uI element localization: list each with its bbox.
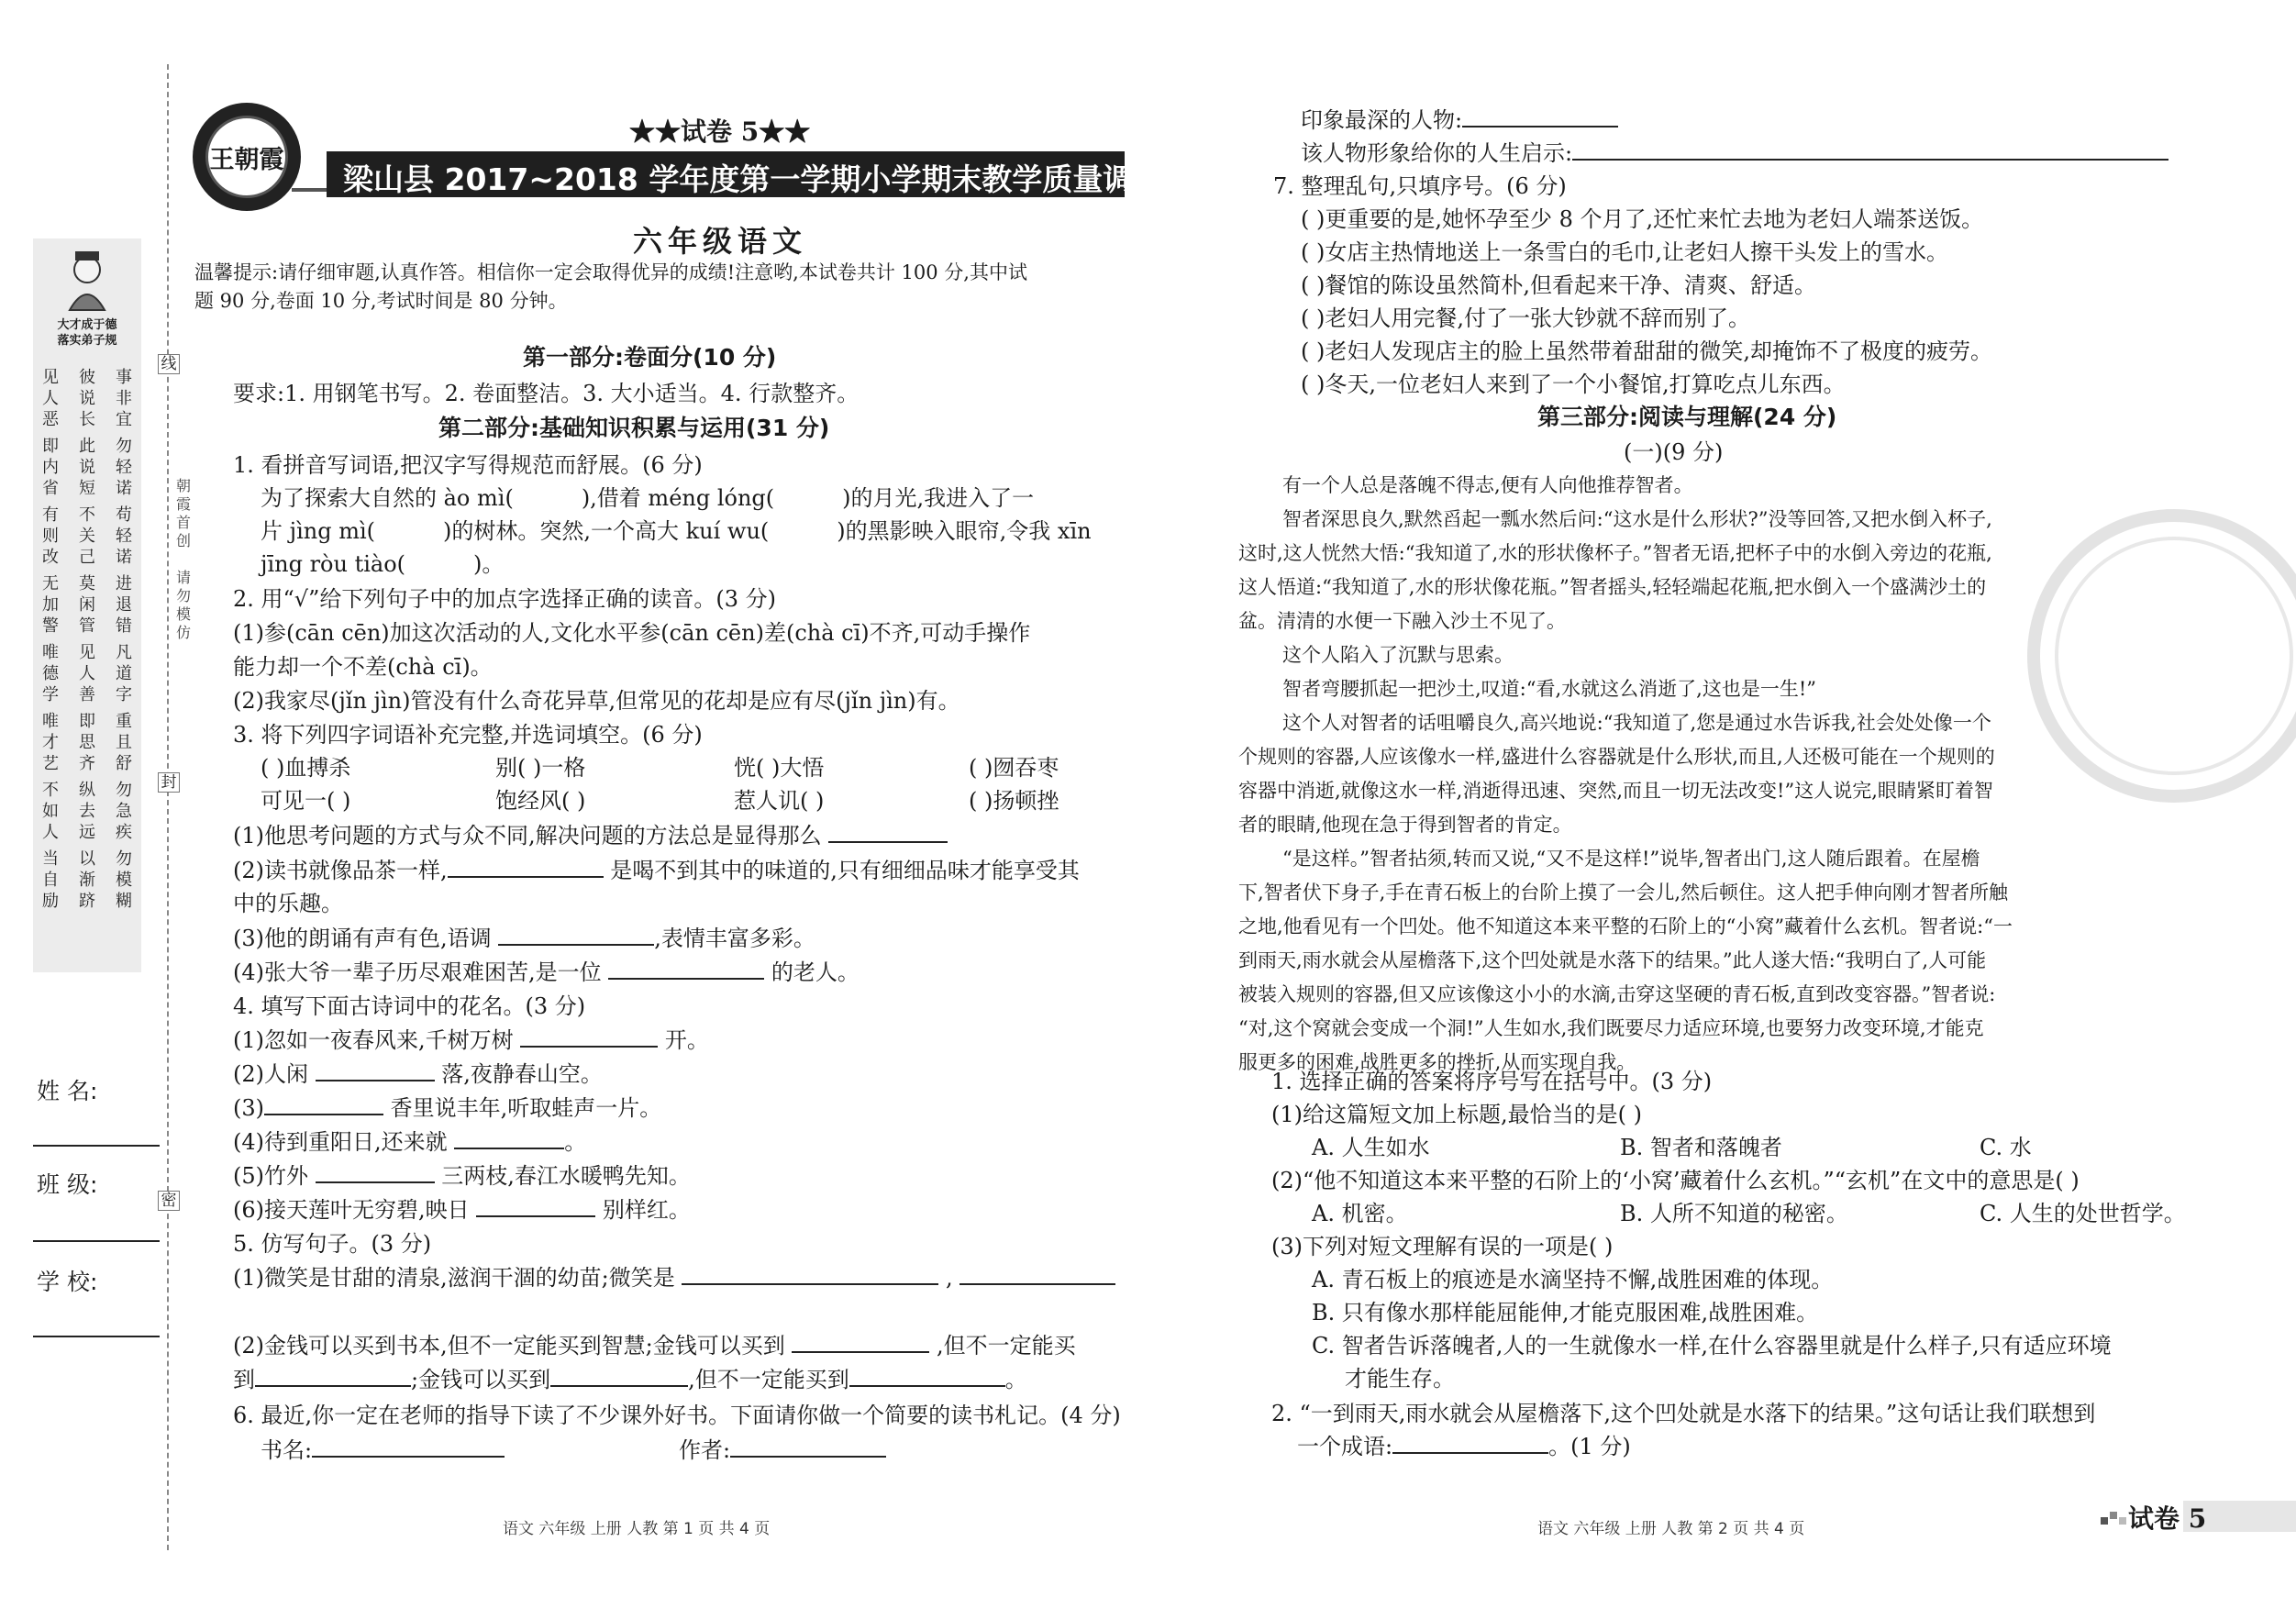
rq2-answer: 一个成语: 。(1 分) bbox=[1297, 1434, 1631, 1459]
rq1-option[interactable]: B. 人所不知道的秘密。 bbox=[1620, 1201, 1848, 1226]
rq1-stem: 1. 选择正确的答案将序号写在括号中。(3 分) bbox=[1271, 1069, 1713, 1094]
q2-item: (1)参(cān cēn)加这次活动的人,文化水平参(cān cēn)差(chà cī)不齐,可动手操作 bbox=[233, 620, 1031, 646]
q4-item: (6)接天莲叶无穷碧,映日 别样红。 bbox=[233, 1197, 691, 1223]
school-label: 学 校: bbox=[37, 1269, 98, 1295]
q7-item: ( )冬天,一位老妇人来到了一个小餐馆,打算吃点儿东西。 bbox=[1301, 372, 1846, 397]
motto-column: 重且舒 bbox=[116, 712, 132, 773]
passage-line: “是这样。”智者拈须,转而又说,“又不是这样!”说毕,智者出门,这人随后跟着。在屋檐 bbox=[1282, 848, 1980, 870]
answer-blank[interactable] bbox=[316, 1061, 435, 1081]
part2-heading: 第二部分:基础知识积累与运用(31 分) bbox=[438, 415, 830, 441]
motto-column: 不如人 bbox=[42, 781, 59, 842]
answer-blank[interactable] bbox=[454, 1129, 564, 1149]
class-label: 班 级: bbox=[37, 1171, 98, 1198]
q3-idiom: ( )血搏杀 bbox=[261, 755, 351, 781]
seal-mark: 封 bbox=[158, 772, 180, 793]
passage-line: “对,这个窝就会变成一个洞!”人生如水,我们既要尽力适应环境,也要努力改变环境,才能克 bbox=[1238, 1017, 1984, 1039]
page-footer-left: 语文 六年级 上册 人教 第 1 页 共 4 页 bbox=[503, 1520, 771, 1538]
q3-idiom: 可见一( ) bbox=[261, 788, 351, 814]
rq1-option[interactable]: C. 水 bbox=[1980, 1135, 2032, 1160]
passage-line: 这个人陷入了沉默与思索。 bbox=[1282, 644, 1514, 666]
q7-item: ( )老妇人发现店主的脸上虽然带着甜甜的微笑,却掩饰不了极度的疲劳。 bbox=[1301, 338, 1992, 364]
motto-column: 事非宜 bbox=[116, 368, 132, 429]
q4-item: (2)人闲 落,夜静春山空。 bbox=[233, 1061, 603, 1087]
rq1-option[interactable]: B. 智者和落魄者 bbox=[1620, 1135, 1782, 1160]
q4-item: (5)竹外 三两枝,春江水暖鸭先知。 bbox=[233, 1163, 691, 1189]
part1-requirement: 要求:1. 用钢笔书写。2. 卷面整洁。3. 大小适当。4. 行款整齐。 bbox=[233, 381, 860, 406]
motto-column: 以渐跻 bbox=[79, 849, 95, 911]
rq1-option[interactable]: C. 人生的处世哲学。 bbox=[1980, 1201, 2186, 1226]
q1-line: jīng ròu tiào( )。 bbox=[261, 551, 505, 577]
q7-item: ( )女店主热情地送上一条雪白的毛巾,让老妇人擦干头发上的雪水。 bbox=[1301, 239, 1948, 265]
motto-line-1: 大才成于德 bbox=[57, 318, 117, 332]
rq1-sub: (2)“他不知道这本来平整的石阶上的‘小窝’藏着什么玄机。”“玄机”在文中的意思是( ) bbox=[1271, 1168, 2080, 1193]
exam-title: 梁山县 2017~2018 学年度第一学期小学期末教学质量调研试题 bbox=[343, 161, 1225, 197]
r-insight: 该人物形象给你的人生启示: bbox=[1301, 139, 2168, 167]
q3-idiom: ( )囫吞枣 bbox=[969, 755, 1059, 781]
book-title-field[interactable] bbox=[312, 1437, 505, 1458]
answer-blank[interactable] bbox=[255, 1367, 411, 1387]
binding-line bbox=[167, 64, 169, 1550]
passage-line: 者的眼睛,他现在急于得到智者的肯定。 bbox=[1238, 814, 1572, 836]
q4-stem: 4. 填写下面古诗词中的花名。(3 分) bbox=[233, 993, 586, 1019]
answer-blank[interactable] bbox=[448, 858, 604, 878]
answer-blank[interactable] bbox=[316, 1163, 435, 1183]
q3-item: (4)张大爷一辈子历尽艰难困苦,是一位 的老人。 bbox=[233, 959, 860, 985]
q1-line: 为了探索大自然的 ào mì( ),借着 méng lóng( )的月光,我进入了一 bbox=[261, 485, 1035, 511]
q2-item: 能力却一个不差(chà cī)。 bbox=[233, 654, 493, 680]
motto-column: 苟轻诺 bbox=[116, 505, 132, 567]
q1-stem: 1. 看拼音写词语,把汉字写得规范而舒展。(6 分) bbox=[233, 452, 703, 478]
scholar-figure-icon bbox=[51, 246, 123, 312]
motto-column: 勿轻诺 bbox=[116, 437, 132, 498]
q5-item: 到 ;金钱可以买到 ,但不一定能买到 。 bbox=[233, 1367, 1027, 1392]
q7-item: ( )老妇人用完餐,付了一张大钞就不辞而别了。 bbox=[1301, 305, 1750, 331]
passage-line: 容器中消逝,就像这水一样,消逝得迅速、突然,而且一切无法改变!”这人说完,眼睛紧盯着智 bbox=[1238, 780, 1993, 802]
motto-column: 勿急疾 bbox=[116, 781, 132, 842]
motto-column: 唯德学 bbox=[42, 643, 59, 704]
passage-line: 个规则的容器,人应该像水一样,盛进什么容器就是什么形状,而且,人还极可能在一个规则的 bbox=[1238, 746, 1995, 768]
answer-blank[interactable] bbox=[498, 926, 654, 946]
name-field[interactable] bbox=[33, 1145, 160, 1147]
seal-line-mark: 线 bbox=[158, 354, 180, 374]
page-footer-right: 语文 六年级 上册 人教 第 2 页 共 4 页 bbox=[1537, 1520, 1805, 1538]
part3-heading: 第三部分:阅读与理解(24 分) bbox=[1537, 404, 1837, 430]
motto-column: 凡道字 bbox=[116, 643, 132, 704]
motto-column: 当自励 bbox=[42, 849, 59, 911]
q5-stem: 5. 仿写句子。(3 分) bbox=[233, 1231, 432, 1257]
answer-blank[interactable] bbox=[682, 1265, 938, 1285]
q3-idiom: 别( )一格 bbox=[495, 755, 586, 781]
q5-item: (1)微笑是甘甜的清泉,滋润干涸的幼苗;微笑是 , bbox=[233, 1264, 1115, 1292]
rq1-option[interactable]: B. 只有像水那样能屈能伸,才能克服困难,战胜困难。 bbox=[1312, 1300, 1819, 1325]
q6-stem: 6. 最近,你一定在老师的指导下读了不少课外好书。下面请你做一个简要的读书札记。(4 分) bbox=[233, 1403, 1121, 1428]
q3-item: (1)他思考问题的方式与众不同,解决问题的方法总是显得那么 bbox=[233, 822, 948, 849]
motto-column: 即思齐 bbox=[79, 712, 95, 773]
paper-number: ★★试卷 5★★ bbox=[629, 116, 811, 147]
motto-column: 勿模糊 bbox=[116, 849, 132, 911]
passage-line: 这个人对智者的话咀嚼良久,高兴地说:“我知道了,您是通过水告诉我,社会处处像一个 bbox=[1282, 712, 1991, 734]
section-1-heading: (一)(9 分) bbox=[1624, 439, 1724, 465]
q3-idiom: 饱经风( ) bbox=[495, 788, 586, 814]
sidebar-motto bbox=[33, 317, 141, 349]
motto-column: 有则改 bbox=[42, 505, 59, 567]
name-label: 姓 名: bbox=[37, 1078, 98, 1104]
q3-idiom: 恍( )大悟 bbox=[734, 755, 825, 781]
q6-book: 书名: bbox=[261, 1436, 505, 1464]
class-field[interactable] bbox=[33, 1240, 160, 1242]
ribbon-decoration bbox=[292, 188, 328, 192]
q3-stem: 3. 将下列四字词语补充完整,并选词填空。(6 分) bbox=[233, 722, 703, 748]
passage-line: 被装入规则的容器,但又应该像这小小的水滴,击穿这坚硬的青石板,直到改变容器。”智者说: bbox=[1238, 983, 1996, 1005]
seal-secret-mark: 密 bbox=[158, 1191, 180, 1211]
q1-line: 片 jìng mì( )的树林。突然,一个高大 kuí wu( )的黑影映入眼帘,令我 xīn bbox=[261, 518, 1092, 544]
passage-line: 服更多的困难,战胜更多的挫折,从而实现自我。 bbox=[1238, 1051, 1636, 1073]
passage-line: 盆。清清的水便一下融入沙土不见了。 bbox=[1238, 610, 1566, 632]
q7-stem: 7. 整理乱句,只填序号。(6 分) bbox=[1273, 173, 1567, 199]
subject-title: 六年级语文 bbox=[633, 224, 808, 259]
q7-item: ( )餐馆的陈设虽然简朴,但看起来干净、清爽、舒适。 bbox=[1301, 272, 1816, 298]
note-no-copy: 请勿模仿 bbox=[175, 569, 191, 641]
motto-column: 见人善 bbox=[79, 643, 95, 704]
rq1-sub: (3)下列对短文理解有误的一项是( ) bbox=[1271, 1234, 1614, 1259]
passage-line: 之地,他看见有一个凹处。他不知道这本来平整的石阶上的“小窝”藏着什么玄机。智者说:“一 bbox=[1238, 915, 2013, 937]
corner-squares-icon bbox=[2101, 1508, 2126, 1530]
q5-item: (2)金钱可以买到书本,但不一定能买到智慧;金钱可以买到 ,但不一定能买 bbox=[233, 1333, 1076, 1359]
paper-number-corner: 试卷 5 bbox=[2128, 1503, 2207, 1534]
part1-heading: 第一部分:卷面分(10 分) bbox=[523, 344, 777, 371]
q3-item: (2)读书就像品茶一样, 是喝不到其中的味道的,只有细细品味才能享受其 bbox=[233, 858, 1080, 883]
rq2-stem: 2. “一到雨天,雨水就会从屋檐落下,这个凹处就是水落下的结果。”这句话让我们联想到 bbox=[1271, 1401, 2096, 1426]
motto-column: 莫闲管 bbox=[79, 574, 95, 636]
q3-idiom: ( )扬顿挫 bbox=[969, 788, 1059, 814]
exam-tip: 温馨提示:请仔细审题,认真作答。相信你一定会取得优异的成绩!注意哟,本试卷共计 100 分,其中试 bbox=[194, 261, 1027, 283]
motto-line-2: 落实弟子规 bbox=[57, 334, 117, 348]
motto-column: 无加警 bbox=[42, 574, 59, 636]
q7-item: ( )更重要的是,她怀孕至少 8 个月了,还忙来忙去地为老妇人端茶送饭。 bbox=[1301, 206, 1984, 232]
answer-blank[interactable] bbox=[476, 1197, 595, 1217]
answer-blank[interactable] bbox=[1462, 107, 1618, 128]
answer-blank[interactable] bbox=[959, 1265, 1115, 1285]
motto-column: 唯才艺 bbox=[42, 712, 59, 773]
rq1-option[interactable]: A. 机密。 bbox=[1312, 1201, 1408, 1226]
answer-blank[interactable] bbox=[608, 959, 764, 980]
rq1-option[interactable]: C. 智者告诉落魄者,人的一生就像水一样,在什么容器里就是什么样子,只有适应环境 bbox=[1312, 1333, 2112, 1359]
brand-logo-text: 王朝霞 bbox=[209, 146, 284, 174]
passage-line: 这时,这人恍然大悟:“我知道了,水的形状像杯子。”智者无语,把杯子中的水倒入旁边的花瓶, bbox=[1238, 542, 1992, 564]
answer-blank[interactable] bbox=[849, 1367, 1005, 1387]
rq1-option[interactable]: A. 人生如水 bbox=[1312, 1135, 1430, 1160]
q2-item: (2)我家尽(jǐn jìn)管没有什么奇花异草,但常见的花却是应有尽(jǐn jìn)有。 bbox=[233, 688, 960, 714]
motto-column: 此说短 bbox=[79, 437, 95, 498]
motto-column: 见人恶 bbox=[42, 368, 59, 429]
q3-idiom: 惹人讥( ) bbox=[734, 788, 825, 814]
motto-column: 纵去远 bbox=[79, 781, 95, 842]
q2-stem: 2. 用“√”给下列句子中的加点字选择正确的读音。(3 分) bbox=[233, 586, 776, 612]
passage-line: 到雨天,雨水就会从屋檐落下,这个凹处就是水落下的结果。”此人遂大悟:“我明白了,人可能 bbox=[1238, 949, 1987, 971]
passage-line: 智者深思良久,默然舀起一瓢水然后问:“这水是什么形状?”没等回答,又把水倒入杯子, bbox=[1282, 508, 1992, 530]
rq1-option[interactable]: A. 青石板上的痕迹是水滴坚持不懈,战胜困难的体现。 bbox=[1312, 1267, 1834, 1292]
answer-blank[interactable] bbox=[550, 1367, 688, 1387]
motto-column: 不关己 bbox=[79, 505, 95, 567]
q6-author: 作者: bbox=[679, 1436, 886, 1464]
note-original: 朝霞首创 bbox=[175, 477, 191, 549]
answer-blank[interactable] bbox=[792, 1333, 929, 1353]
idiom-answer-field[interactable] bbox=[1392, 1434, 1548, 1454]
school-field[interactable] bbox=[33, 1336, 160, 1337]
passage-line: 这人悟道:“我知道了,水的形状像花瓶。”智者摇头,轻轻端起花瓶,把水倒入一个盛满沙土的 bbox=[1238, 576, 1987, 598]
answer-blank[interactable] bbox=[1572, 140, 2168, 161]
passage-line: 有一个人总是落魄不得志,便有人向他推荐智者。 bbox=[1282, 474, 1693, 496]
motto-column: 进退错 bbox=[116, 574, 132, 636]
q3-item: (3)他的朗诵有声有色,语调 ,表情丰富多彩。 bbox=[233, 926, 815, 951]
passage-line: 下,智者伏下身子,手在青石板上的台阶上摸了一会儿,然后顿住。这人把手伸向刚才智者所触 bbox=[1238, 882, 2009, 904]
r-impression: 印象最深的人物: bbox=[1301, 106, 1618, 134]
q4-item: (1)忽如一夜春风来,千树万树 开。 bbox=[233, 1027, 709, 1053]
watermark-stamp-inner bbox=[2055, 537, 2293, 775]
q3-item: 中的乐趣。 bbox=[233, 891, 343, 916]
answer-blank[interactable] bbox=[520, 1027, 658, 1048]
answer-blank[interactable] bbox=[828, 823, 948, 843]
rq1-sub: (1)给这篇短文加上标题,最恰当的是( ) bbox=[1271, 1102, 1642, 1127]
answer-blank[interactable] bbox=[264, 1095, 383, 1115]
motto-column: 即内省 bbox=[42, 437, 59, 498]
motto-column: 彼说长 bbox=[79, 368, 95, 429]
exam-tip: 题 90 分,卷面 10 分,考试时间是 80 分钟。 bbox=[194, 290, 568, 312]
q4-item: (4)待到重阳日,还来就 。 bbox=[233, 1129, 587, 1155]
rq1-option-cont: 才能生存。 bbox=[1345, 1366, 1455, 1392]
passage-line: 智者弯腰抓起一把沙土,叹道:“看,水就这么消逝了,这也是一生!” bbox=[1282, 678, 1817, 700]
book-author-field[interactable] bbox=[730, 1437, 886, 1458]
q4-item: (3) 香里说丰年,听取蛙声一片。 bbox=[233, 1095, 662, 1121]
